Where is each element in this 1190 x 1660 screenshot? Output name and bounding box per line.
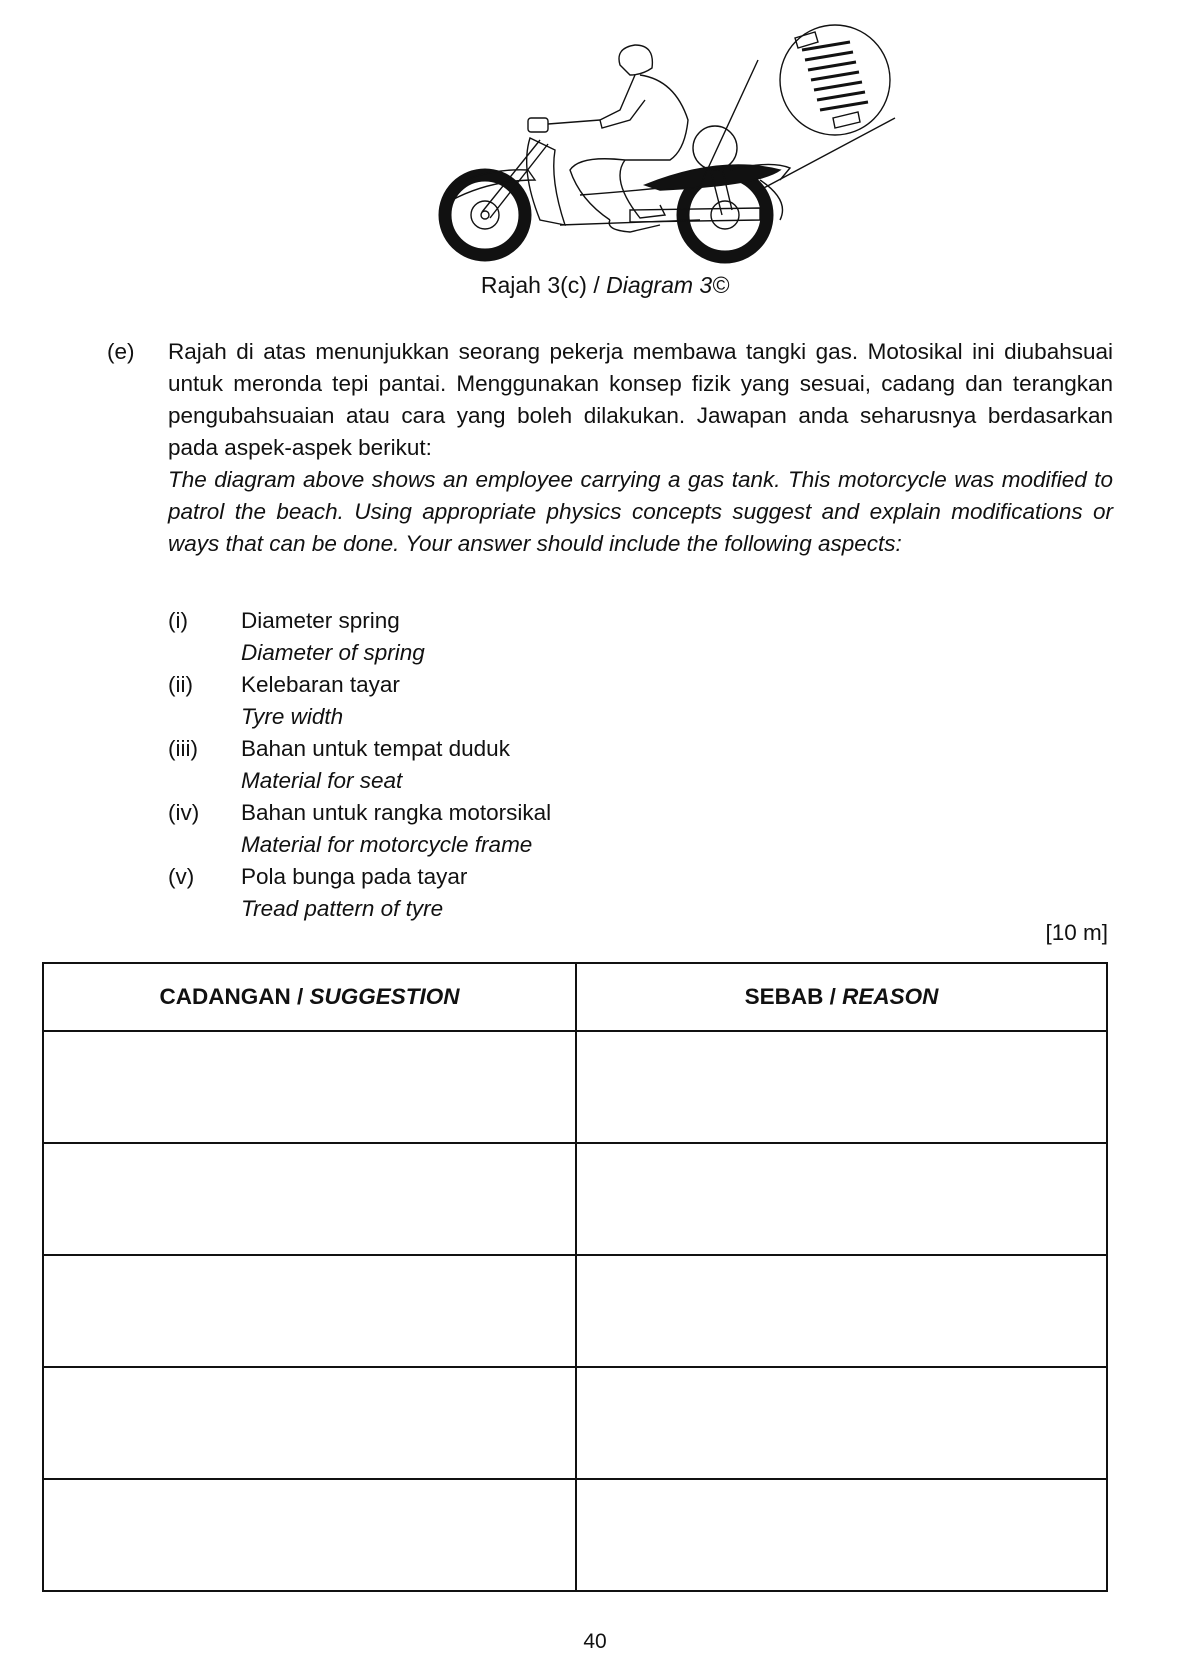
aspect-malay: Diameter spring bbox=[241, 608, 400, 633]
aspect-english: Tread pattern of tyre bbox=[241, 896, 444, 921]
caption-malay: Rajah 3(c) / bbox=[480, 272, 600, 298]
header-reason-malay: SEBAB / bbox=[744, 984, 843, 1009]
aspect-malay: Bahan untuk tempat duduk bbox=[241, 736, 510, 761]
aspect-item bbox=[168, 733, 551, 797]
aspect-number: (v) bbox=[168, 864, 195, 889]
aspect-number: (iii) bbox=[168, 736, 198, 761]
aspect-english: Tyre width bbox=[241, 704, 344, 729]
suggestion-cell[interactable] bbox=[43, 1367, 576, 1479]
aspect-malay: Kelebaran tayar bbox=[241, 672, 400, 697]
header-reason-english: REASON bbox=[842, 984, 939, 1009]
table-row bbox=[43, 1143, 1107, 1255]
question-e bbox=[107, 336, 1113, 560]
table-row bbox=[43, 1255, 1107, 1367]
reason-cell[interactable] bbox=[576, 1255, 1107, 1367]
table-row bbox=[43, 1031, 1107, 1143]
diagram-caption bbox=[0, 272, 1190, 299]
aspect-english: Diameter of spring bbox=[241, 640, 425, 665]
aspect-number: (i) bbox=[168, 608, 188, 633]
table-header-row bbox=[43, 963, 1107, 1031]
question-text-malay: Rajah di atas menunjukkan seorang pekerja membawa tangki gas. Motosikal ini diubahsuai untuk meronda tepi pantai. Menggunakan konsep fizik yang sesuai, cadang dan terangkan pengubahsuaian atau cara yang boleh dilakukan. Jawapan anda seharusnya berdasarkan pada aspek-aspek berikut: bbox=[168, 339, 1113, 460]
suggestion-cell[interactable] bbox=[43, 1255, 576, 1367]
aspect-number: (ii) bbox=[168, 672, 193, 697]
marks-label: [10 m] bbox=[1045, 920, 1108, 945]
question-label: (e) bbox=[107, 339, 135, 364]
reason-cell[interactable] bbox=[576, 1479, 1107, 1591]
header-suggestion bbox=[43, 963, 576, 1031]
aspect-english: Material for seat bbox=[241, 768, 403, 793]
reason-cell[interactable] bbox=[576, 1367, 1107, 1479]
aspect-item bbox=[168, 605, 551, 669]
aspect-malay: Bahan untuk rangka motorsikal bbox=[241, 800, 552, 825]
page-number: 40 bbox=[583, 1630, 607, 1653]
aspect-item bbox=[168, 797, 551, 861]
suggestion-cell[interactable] bbox=[43, 1479, 576, 1591]
aspect-malay: Pola bunga pada tayar bbox=[241, 864, 468, 889]
aspect-item bbox=[168, 861, 551, 925]
header-suggestion-english: SUGGESTION bbox=[309, 984, 460, 1009]
aspect-item bbox=[168, 669, 551, 733]
table-row bbox=[43, 1367, 1107, 1479]
caption-english: Diagram 3© bbox=[606, 272, 730, 298]
question-text-english: The diagram above shows an employee carrying a gas tank. This motorcycle was modified to patrol the beach. Using appropriate physics concepts suggest and explain modifications or ways that can be done. Your answer should include the following aspects: bbox=[168, 467, 1113, 556]
answer-table bbox=[42, 962, 1108, 1592]
aspects-list bbox=[168, 605, 551, 925]
suggestion-cell[interactable] bbox=[43, 1031, 576, 1143]
table-row bbox=[43, 1479, 1107, 1591]
motorcycle-rider-icon bbox=[430, 20, 900, 275]
header-reason bbox=[576, 963, 1107, 1031]
header-suggestion-malay: CADANGAN / bbox=[159, 984, 310, 1009]
reason-cell[interactable] bbox=[576, 1143, 1107, 1255]
aspect-number: (iv) bbox=[168, 800, 200, 825]
suggestion-cell[interactable] bbox=[43, 1143, 576, 1255]
aspect-english: Material for motorcycle frame bbox=[241, 832, 533, 857]
reason-cell[interactable] bbox=[576, 1031, 1107, 1143]
motorcycle-diagram bbox=[430, 20, 900, 275]
